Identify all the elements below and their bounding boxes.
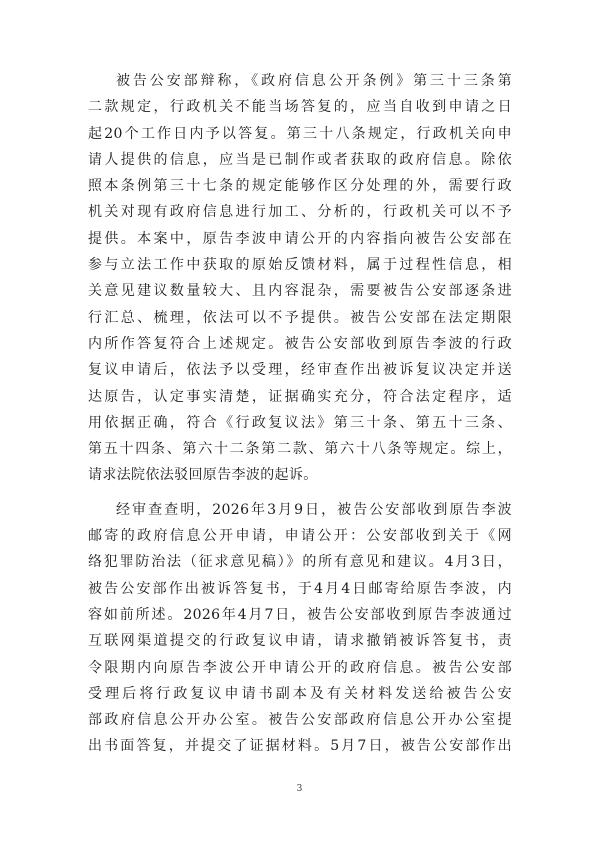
text-line: 行汇总、梳理，依法可以不予提供。被告公安部在法定期限 <box>88 309 512 326</box>
text-line: 第五十四条、第六十二条第二款、第六十八条等规定。综上， <box>88 441 512 458</box>
text-line: 被告公安部辩称，《政府信息公开条例》第三十三条第 <box>116 73 512 89</box>
text-line: 二款规定，行政机关不能当场答复的，应当自收到申请之日 <box>88 99 512 116</box>
text-line: 经审查查明，2026年3月9日，被告公安部收到原告李波 <box>116 501 512 518</box>
text-line: 起20个工作日内予以答复。第三十八条规定，行政机关向申 <box>88 125 512 142</box>
text-line: 复议申请后，依法予以受理，经审查作出被诉复议决定并送 <box>88 362 512 379</box>
text-line: 络犯罪防治法（征求意见稿）》的所有意见和建议。4月3日， <box>88 554 512 571</box>
text-line: 请求法院依法驳回原告李波的起诉。 <box>88 467 318 484</box>
page-number: 3 <box>296 784 303 794</box>
text-line: 部政府信息公开办公室。被告公安部政府信息公开办公室提 <box>88 712 512 729</box>
text-line: 出书面答复，并提交了证据材料。5月7日，被告公安部作出 <box>88 738 512 755</box>
paragraph-findings <box>88 497 512 760</box>
text-line: 互联网渠道提交的行政复议申请，请求撤销被诉答复书，责 <box>88 633 512 650</box>
text-line: 参与立法工作中获取的原始反馈材料，属于过程性信息，相 <box>88 257 512 274</box>
text-line: 令限期内向原告李波公开申请公开的政府信息。被告公安部 <box>88 659 512 676</box>
text-line: 受理后将行政复议申请书副本及有关材料发送给被告公安 <box>88 685 512 702</box>
text-line: 照本条例第三十七条的规定能够作区分处理的外，需要行政 <box>88 178 512 195</box>
text-line: 用依据正确，符合《行政复议法》第三十条、第五十三条、 <box>88 414 512 431</box>
text-line: 关意见建议数量较大、且内容混杂，需要被告公安部逐条进 <box>88 283 512 300</box>
paragraph-gap <box>88 489 512 497</box>
paragraph-defendant-argument <box>88 68 512 489</box>
text-line: 邮寄的政府信息公开申请，申请公开：公安部收到关于《网 <box>88 528 512 545</box>
text-line: 提供。本案中，原告李波申请公开的内容指向被告公安部在 <box>88 230 512 247</box>
text-line: 机关对现有政府信息进行加工、分析的，行政机关可以不予 <box>88 204 512 221</box>
document-body <box>88 68 512 760</box>
text-line: 容如前所述。2026年4月7日，被告公安部收到原告李波通过 <box>88 606 512 623</box>
text-line: 被告公安部作出被诉答复书，于4月4日邮寄给原告李波，内 <box>88 580 512 597</box>
text-line: 达原告，认定事实清楚，证据确实充分，符合法定程序，适 <box>88 388 512 405</box>
text-line: 内所作答复符合上述规定。被告公安部收到原告李波的行政 <box>88 335 512 352</box>
text-line: 请人提供的信息，应当是已制作或者获取的政府信息。除依 <box>88 151 512 168</box>
